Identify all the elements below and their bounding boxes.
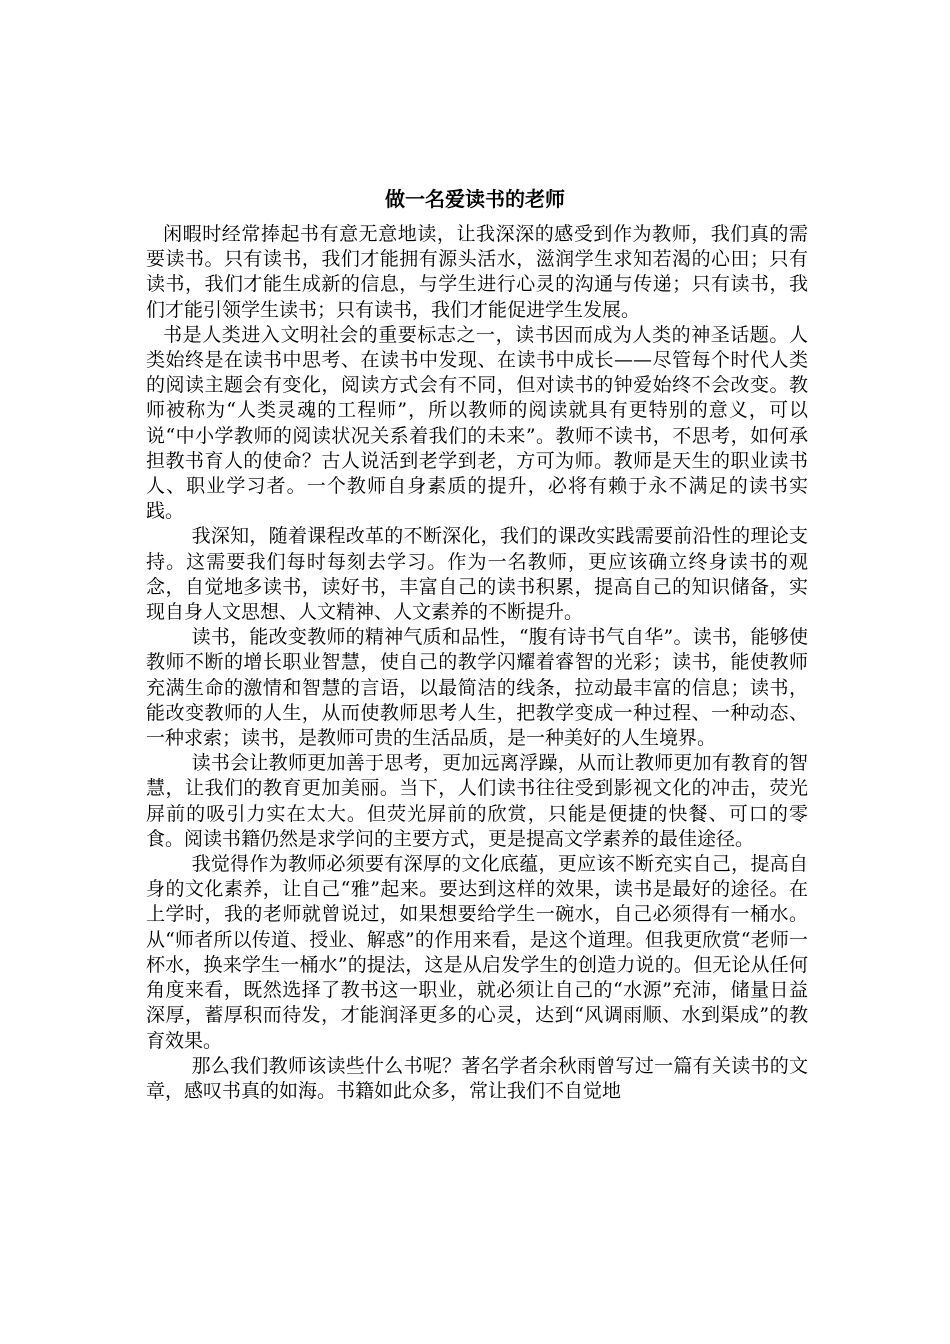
paragraph-7: 那么我们教师该读些什么书呢？著名学者余秋雨曾写过一篇有关读书的文章，感叹书真的如海。书籍如此众多，常让我们不自觉地 (146, 1054, 808, 1102)
paragraph-3: 我深知，随着课程改革的不断深化，我们的课改实践需要前沿性的理论支持。这需要我们每时每刻去学习。作为一名教师，更应该确立终身读书的观念，自觉地多读书，读好书，丰富自己的读书积累，提高自己的知识储备，实现自身人文思想、人文精神、人文素养的不断提升。 (146, 525, 808, 624)
document-title: 做一名爱读书的老师 (385, 187, 565, 211)
document-body (146, 222, 808, 1104)
paragraph-2: 书是人类进入文明社会的重要标志之一，读书因而成为人类的神圣话题。人类始终是在读书中思考、在读书中发现、在读书中成长——尽管每个时代人类的阅读主题会有变化，阅读方式会有不同，但对读书的钟爱始终不会改变。教师被称为“人类灵魂的工程师”，所以教师的阅读就具有更特别的意义，可以说“中小学教师的阅读状况关系着我们的未来”。教师不读书，不思考，如何承担教书育人的使命？古人说活到老学到老，方可为师。教师是天生的职业读书人、职业学习者。一个教师自身素质的提升，必将有赖于永不满足的读书实践。 (146, 323, 808, 523)
paragraph-5: 读书会让教师更加善于思考，更加远离浮躁，从而让教师更加有教育的智慧，让我们的教育更加美丽。当下，人们读书往往受到影视文化的冲击，荧光屏前的吸引力实在太大。但荧光屏前的欣赏，只能是便捷的快餐、可口的零食。阅读书籍仍然是求学问的主要方式，更是提高文学素养的最佳途径。 (146, 752, 808, 850)
paragraph-4: 读书，能改变教师的精神气质和品性，“腹有诗书气自华”。读书，能够使教师不断的增长职业智慧，使自己的教学闪耀着睿智的光彩；读书，能使教师充满生命的激情和智慧的言语，以最简洁的线条，拉动最丰富的信息；读书，能改变教师的人生，从而使教师思考人生，把教学变成一种过程、一种动态、一种求索；读书，是教师可贵的生活品质，是一种美好的人生境界。 (146, 626, 808, 750)
paragraph-1: 闲暇时经常捧起书有意无意地读，让我深深的感受到作为教师，我们真的需要读书。只有读书，我们才能拥有源头活水，滋润学生求知若渴的心田；只有读书，我们才能生成新的信息，与学生进行心灵的沟通与传递；只有读书，我们才能引领学生读书；只有读书，我们才能促进学生发展。 (146, 223, 808, 321)
paragraph-6: 我觉得作为教师必须要有深厚的文化底蕴，更应该不断充实自己，提高自身的文化素养，让自己“雅”起来。要达到这样的效果，读书是最好的途径。在上学时，我的老师就曾说过，如果想要给学生一碗水，自己必须得有一桶水。从“师者所以传道、授业、解惑”的作用来看，是这个道理。但我更欣赏“老师一杯水，换来学生一桶水”的提法，这是从启发学生的创造力说的。但无论从任何角度来看，既然选择了教书这一职业，就必须让自己的“水源”充沛，储量日益深厚，蓄厚积而待发，才能润泽更多的心灵，达到“风调雨顺、水到渠成”的教育效果。 (146, 853, 808, 1052)
